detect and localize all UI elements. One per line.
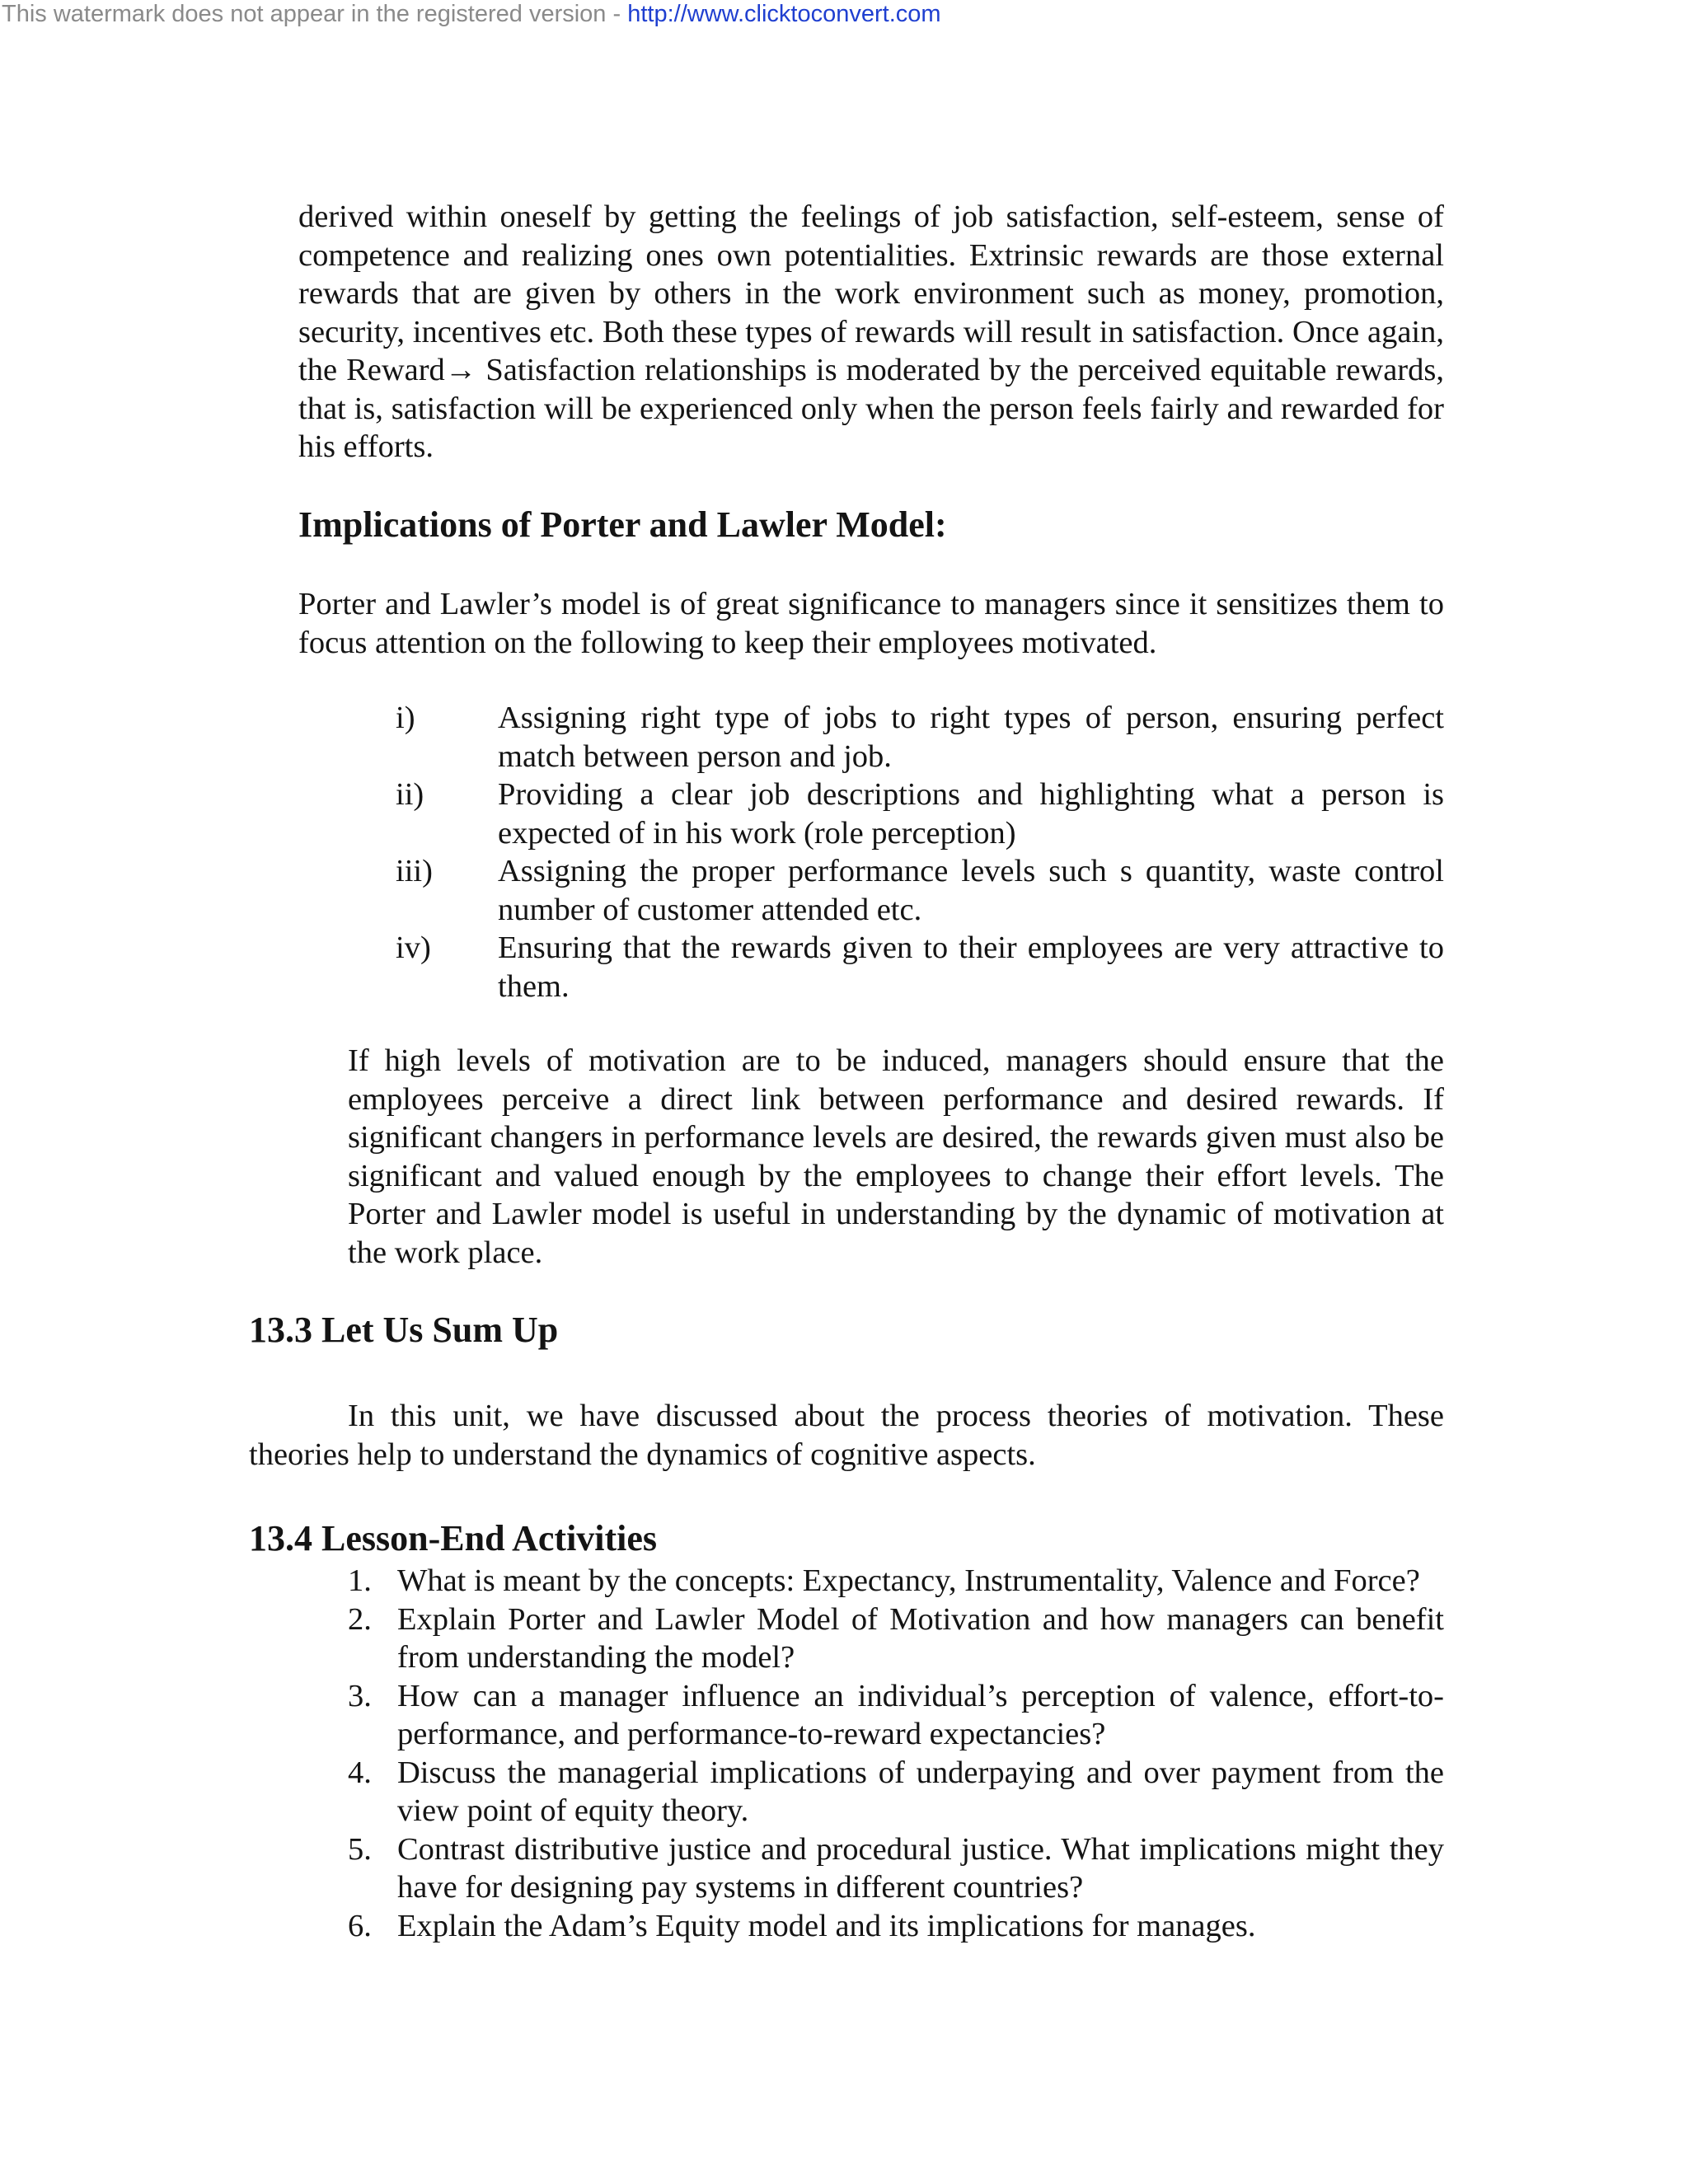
watermark-link[interactable]: http://www.clicktoconvert.com [627,1,941,27]
list-item-marker: 5. [348,1831,372,1867]
sum-up-paragraph: In this unit, we have discussed about the process theories of motivation. These theories help to understand the dynamics of cognitive aspects. [249,1399,1444,1472]
list-item [348,1562,1444,1601]
list-item-text: What is meant by the concepts: Expectancy, Instrumentality, Valence and Force? [397,1563,1420,1598]
implications-intro-paragraph: Porter and Lawler’s model is of great significance to managers since it sensitizes them to focus attention on the following to keep their employees motivated. [298,587,1444,660]
list-item [396,929,1444,1005]
list-item-text: Assigning right type of jobs to right types of person, ensuring perfect match between person and job. [498,701,1444,774]
list-item-marker: 4. [348,1755,372,1790]
list-item-text: Explain Porter and Lawler Model of Motivation and how managers can benefit from understanding the model? [397,1601,1444,1675]
activities-heading: 13.4 Lesson-End Activities [249,1518,658,1558]
list-item-text: How can a manager influence an individual’s perception of valence, effort-to-performance, and performance-to-reward expectancies? [397,1678,1444,1751]
list-item-text: Assigning the proper performance levels such s quantity, waste control number of customer attended etc. [498,854,1444,927]
sum-up-heading: 13.3 Let Us Sum Up [249,1310,559,1350]
list-item-marker: iv) [396,930,431,965]
list-item [348,1830,1444,1907]
list-item-marker: ii) [396,777,424,812]
list-item-text: Discuss the managerial implications of underpaying and over payment from the view point of equity theory. [397,1755,1444,1828]
implications-closing-paragraph: If high levels of motivation are to be induced, managers should ensure that the employees perceive a direct link between performance and desired rewards. If significant changers in performance levels are desired, the rewards given must also be significant and valued enough by the employees to change their effort levels. The Porter and Lawler model is useful in understanding by the dynamic of motivation at the work place. [348,1043,1444,1270]
list-item-marker: iii) [396,854,433,888]
activities-list [348,1562,1444,1945]
list-item-marker: 3. [348,1678,372,1713]
list-item [348,1601,1444,1677]
implications-heading: Implications of Porter and Lawler Model: [298,504,947,545]
list-item [348,1907,1444,1946]
list-item [396,699,1444,776]
list-item-marker: i) [396,701,415,735]
list-item-marker: 1. [348,1563,372,1598]
intro-paragraph: derived within oneself by getting the feelings of job satisfaction, self-esteem, sense of competence and realizing ones own potentialities. Extrinsic rewards are those external rewards that are given by others in the work environment such as money, promotion, security, incentives etc. Both these types of rewards will result in satisfaction. Once again, the Reward→ Satisfaction relationships is moderated by the perceived equitable rewards, that is, satisfaction will be experienced only when the person feels fairly and rewarded for his efforts. [298,199,1444,464]
list-item-text: Providing a clear job descriptions and highlighting what a person is expected of in his work (role perception) [498,777,1444,851]
list-item [348,1754,1444,1830]
list-item-marker: 6. [348,1908,372,1943]
list-item-marker: 2. [348,1601,372,1637]
list-item-text: Ensuring that the rewards given to their employees are very attractive to them. [498,930,1444,1004]
implications-list [396,699,1444,1005]
watermark-banner [2,0,941,28]
list-item-text: Contrast distributive justice and procedural justice. What implications might they have for designing pay systems in different countries? [397,1831,1444,1905]
watermark-text: This watermark does not appear in the registered version - [2,1,628,27]
list-item [396,852,1444,929]
list-item [396,776,1444,852]
list-item [348,1677,1444,1754]
list-item-text: Explain the Adam’s Equity model and its implications for manages. [397,1908,1256,1943]
